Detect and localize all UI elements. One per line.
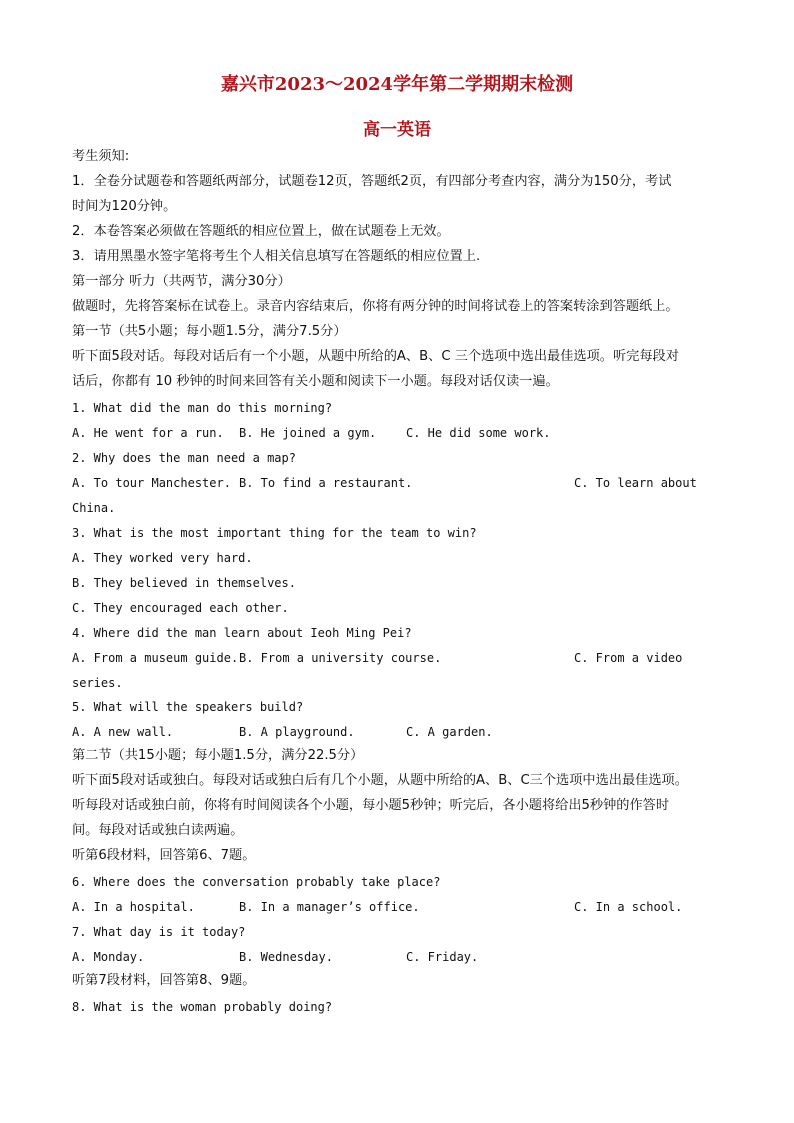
notice-heading: 考生须知: [72, 149, 130, 164]
part1-heading: 第一部分 听力（共两节，满分30分） [72, 274, 291, 289]
notice-item-1-cont: 时间为120分钟。 [72, 199, 177, 214]
question-7: 7. What day is it today? [72, 925, 246, 939]
question-3: 3. What is the most important thing for the team to win? [72, 526, 477, 540]
q7-option-c: C. Friday. [406, 950, 479, 964]
q5-option-b: B. A playground. [239, 725, 355, 739]
notice-item-1: 1．全卷分试题卷和答题纸两部分，试题卷12页，答题纸2页，有四部分考查内容，满分为150分，考试 [72, 174, 672, 189]
section2-heading: 第二节（共15小题；每小题1.5分，满分22.5分） [72, 748, 364, 763]
q2-option-c-cont: China. [72, 501, 116, 515]
exam-subject: 高一英语 [363, 120, 431, 140]
question-6: 6. Where does the conversation probably take place? [72, 875, 441, 889]
material-7-heading: 听第7段材料，回答第8、9题。 [72, 973, 256, 988]
q4-option-a: A. From a museum guide. [72, 651, 239, 665]
q5-option-c: C. A garden. [406, 725, 493, 739]
q3-option-b: B. They believed in themselves. [72, 576, 296, 590]
q1-option-c: C. He did some work. [406, 426, 551, 440]
material-6-heading: 听第6段材料，回答第6、7题。 [72, 848, 256, 863]
q4-option-b: B. From a university course. [239, 651, 442, 665]
q4-option-c-cont: series. [72, 676, 123, 690]
q4-option-c: C. From a video [574, 651, 683, 665]
q7-option-b: B. Wednesday. [239, 950, 333, 964]
q5-option-a: A. A new wall. [72, 725, 174, 739]
q6-option-b: B. In a manager’s office. [239, 900, 420, 914]
question-8: 8. What is the woman probably doing? [72, 1000, 333, 1014]
exam-title: 嘉兴市2023～2024学年第二学期期末检测 [220, 74, 574, 95]
part1-instruction: 做题时，先将答案标在试卷上。录音内容结束后，你将有两分钟的时间将试卷上的答案转涂到答题纸上。 [72, 299, 679, 314]
q1-option-a: A. He went for a run. [72, 426, 224, 440]
q3-option-c: C. They encouraged each other. [72, 601, 289, 615]
notice-item-3: 3．请用黑墨水签字笔将考生个人相关信息填写在答题纸的相应位置上. [72, 249, 481, 264]
q2-option-a: A. To tour Manchester. [72, 476, 231, 490]
section1-instruction: 听下面5段对话。每段对话后有一个小题，从题中所给的A、B、C 三个选项中选出最佳选项。听完每段对 [72, 349, 679, 364]
section1-instruction-cont: 话后，你都有 10 秒钟的时间来回答有关小题和阅读下一小题。每段对话仅读一遍。 [72, 374, 559, 389]
section2-instruction-cont2: 间。每段对话或独白读两遍。 [72, 823, 244, 838]
q6-option-a: A. In a hospital. [72, 900, 195, 914]
q3-option-a: A. They worked very hard. [72, 551, 253, 565]
question-1: 1. What did the man do this morning? [72, 401, 333, 415]
q6-option-c: C. In a school. [574, 900, 683, 914]
section2-instruction-cont1: 听每段对话或独白前，你将有时间阅读各个小题，每小题5秒钟；听完后，各小题将给出5秒钟的作答时 [72, 798, 670, 813]
q7-option-a: A. Monday. [72, 950, 145, 964]
section1-heading: 第一节（共5小题；每小题1.5分，满分7.5分） [72, 324, 347, 339]
q2-option-b: B. To find a restaurant. [239, 476, 413, 490]
question-5: 5. What will the speakers build? [72, 700, 304, 714]
q1-option-b: B. He joined a gym. [239, 426, 377, 440]
question-4: 4. Where did the man learn about Ieoh Ming Pei? [72, 626, 412, 640]
question-2: 2. Why does the man need a map? [72, 451, 296, 465]
notice-item-2: 2．本卷答案必须做在答题纸的相应位置上，做在试题卷上无效。 [72, 224, 450, 239]
section2-instruction: 听下面5段对话或独白。每段对话或独白后有几个小题，从题中所给的A、B、C三个选项中选出最佳选项。 [72, 773, 688, 788]
q2-option-c: C. To learn about [574, 476, 697, 490]
